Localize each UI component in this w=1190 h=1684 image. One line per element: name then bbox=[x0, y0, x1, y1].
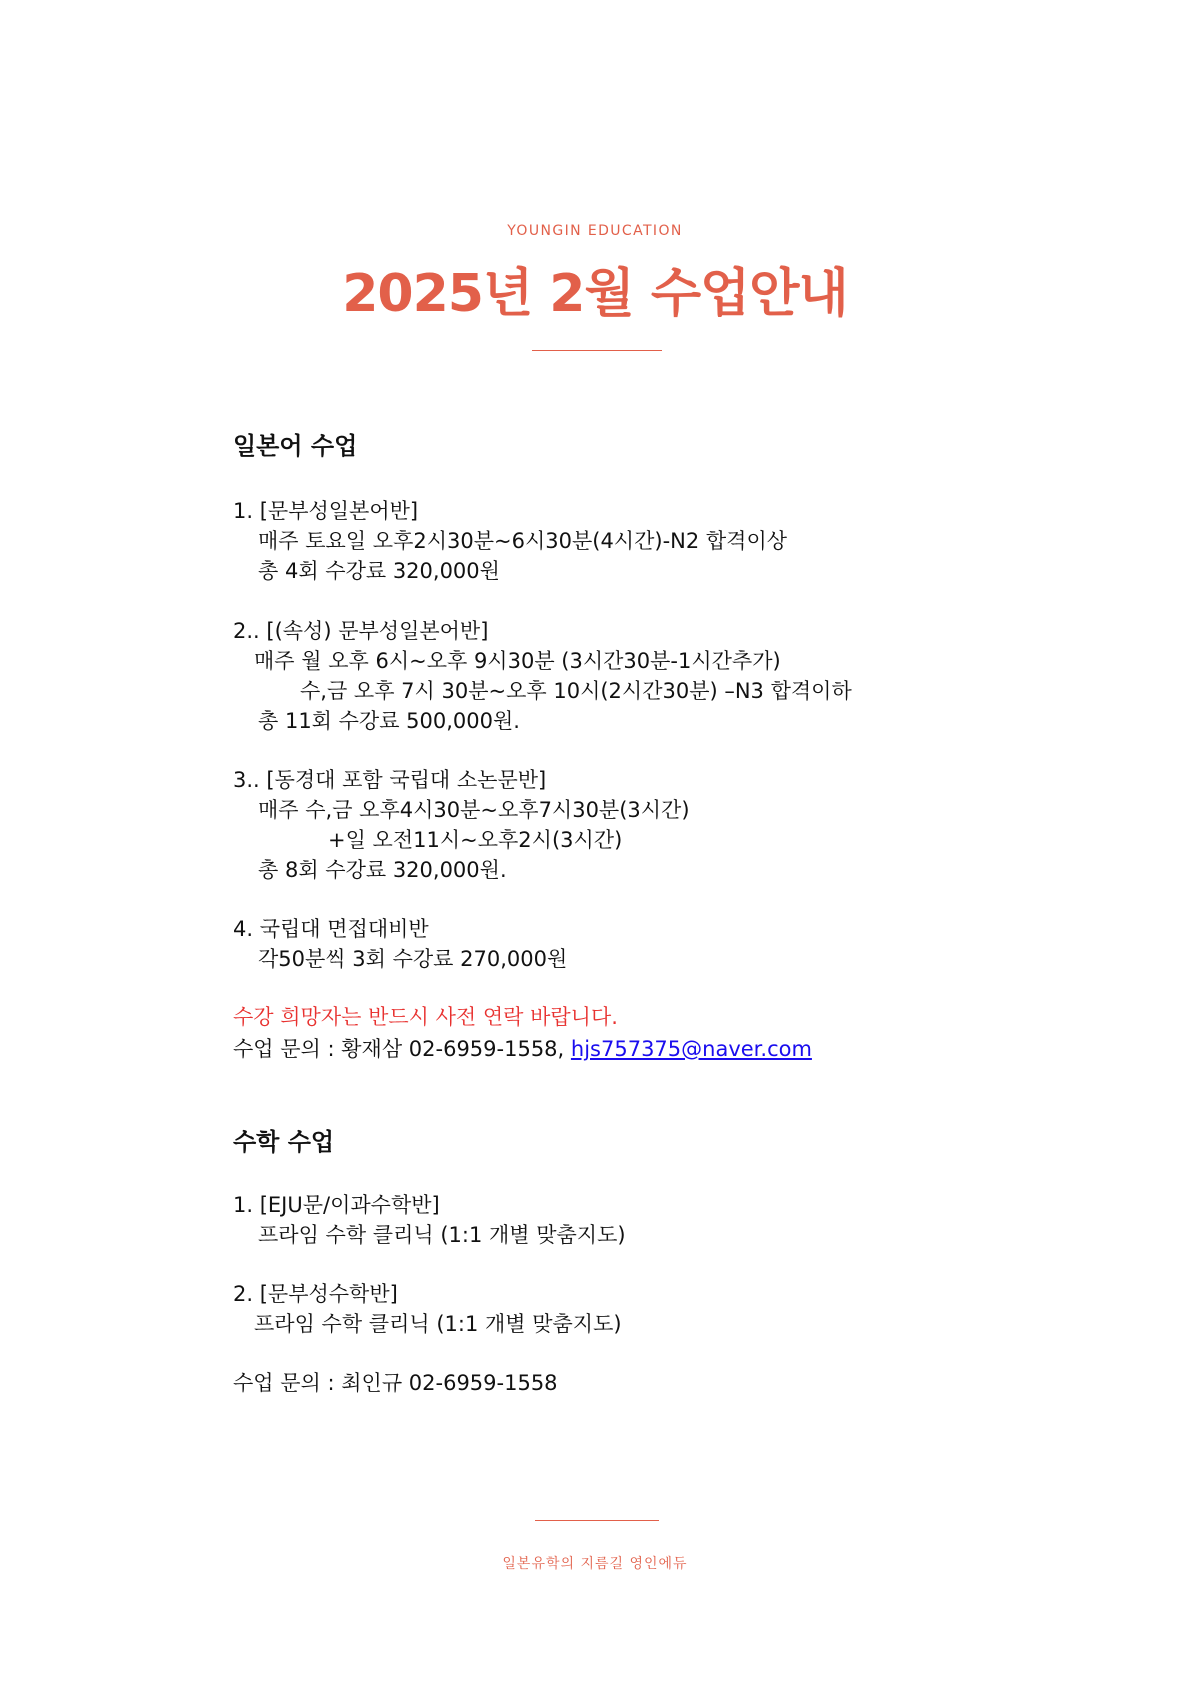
contact-text: 수업 문의 : 황재삼 02-6959-1558, bbox=[233, 1037, 571, 1061]
brand-label: YOUNGIN EDUCATION bbox=[507, 223, 683, 239]
course-schedule: 매주 월 오후 6시~오후 9시30분 (3시간30분-1시간추가) bbox=[254, 649, 781, 673]
notice-text: 수강 희망자는 반드시 사전 연락 바랍니다. bbox=[233, 1005, 618, 1029]
contact-email-link[interactable]: hjs757375@naver.com bbox=[570, 1037, 812, 1061]
course-name: 1. [문부성일본어반] bbox=[233, 499, 419, 523]
course-fee: 총 4회 수강료 320,000원 bbox=[258, 559, 500, 583]
course-detail: 프라임 수학 클리닉 (1:1 개별 맞춤지도) bbox=[258, 1223, 626, 1247]
course-detail: 프라임 수학 클리닉 (1:1 개별 맞춤지도) bbox=[254, 1312, 622, 1336]
contact-line: 수업 문의 : 최인규 02-6959-1558 bbox=[233, 1371, 558, 1395]
title-divider bbox=[532, 350, 662, 351]
footer-tagline: 일본유학의 지름길 영인에듀 bbox=[502, 1556, 688, 1572]
course-fee: 총 8회 수강료 320,000원. bbox=[258, 858, 507, 882]
course-name: 2. [문부성수학반] bbox=[233, 1282, 398, 1306]
course-schedule: 매주 토요일 오후2시30분~6시30분(4시간)-N2 합격이상 bbox=[258, 529, 788, 553]
course-schedule: +일 오전11시~오후2시(3시간) bbox=[328, 828, 623, 852]
section-title-japanese: 일본어 수업 bbox=[233, 432, 358, 460]
course-name: 1. [EJU문/이과수학반] bbox=[233, 1193, 440, 1217]
course-schedule: 수,금 오후 7시 30분~오후 10시(2시간30분) –N3 합격이하 bbox=[300, 679, 852, 703]
section-title-math: 수학 수업 bbox=[233, 1128, 335, 1156]
page-title: 2025년 2월 수업안내 bbox=[342, 264, 848, 324]
course-fee: 총 11회 수강료 500,000원. bbox=[258, 709, 520, 733]
footer-divider bbox=[535, 1520, 659, 1521]
course-detail: 각50분씩 3회 수강료 270,000원 bbox=[258, 947, 568, 971]
course-name: 4. 국립대 면접대비반 bbox=[233, 917, 429, 941]
course-name: 3.. [동경대 포함 국립대 소논문반] bbox=[233, 768, 547, 792]
contact-line bbox=[233, 1035, 812, 1063]
course-name: 2.. [(속성) 문부성일본어반] bbox=[233, 619, 489, 643]
course-schedule: 매주 수,금 오후4시30분~오후7시30분(3시간) bbox=[258, 798, 690, 822]
